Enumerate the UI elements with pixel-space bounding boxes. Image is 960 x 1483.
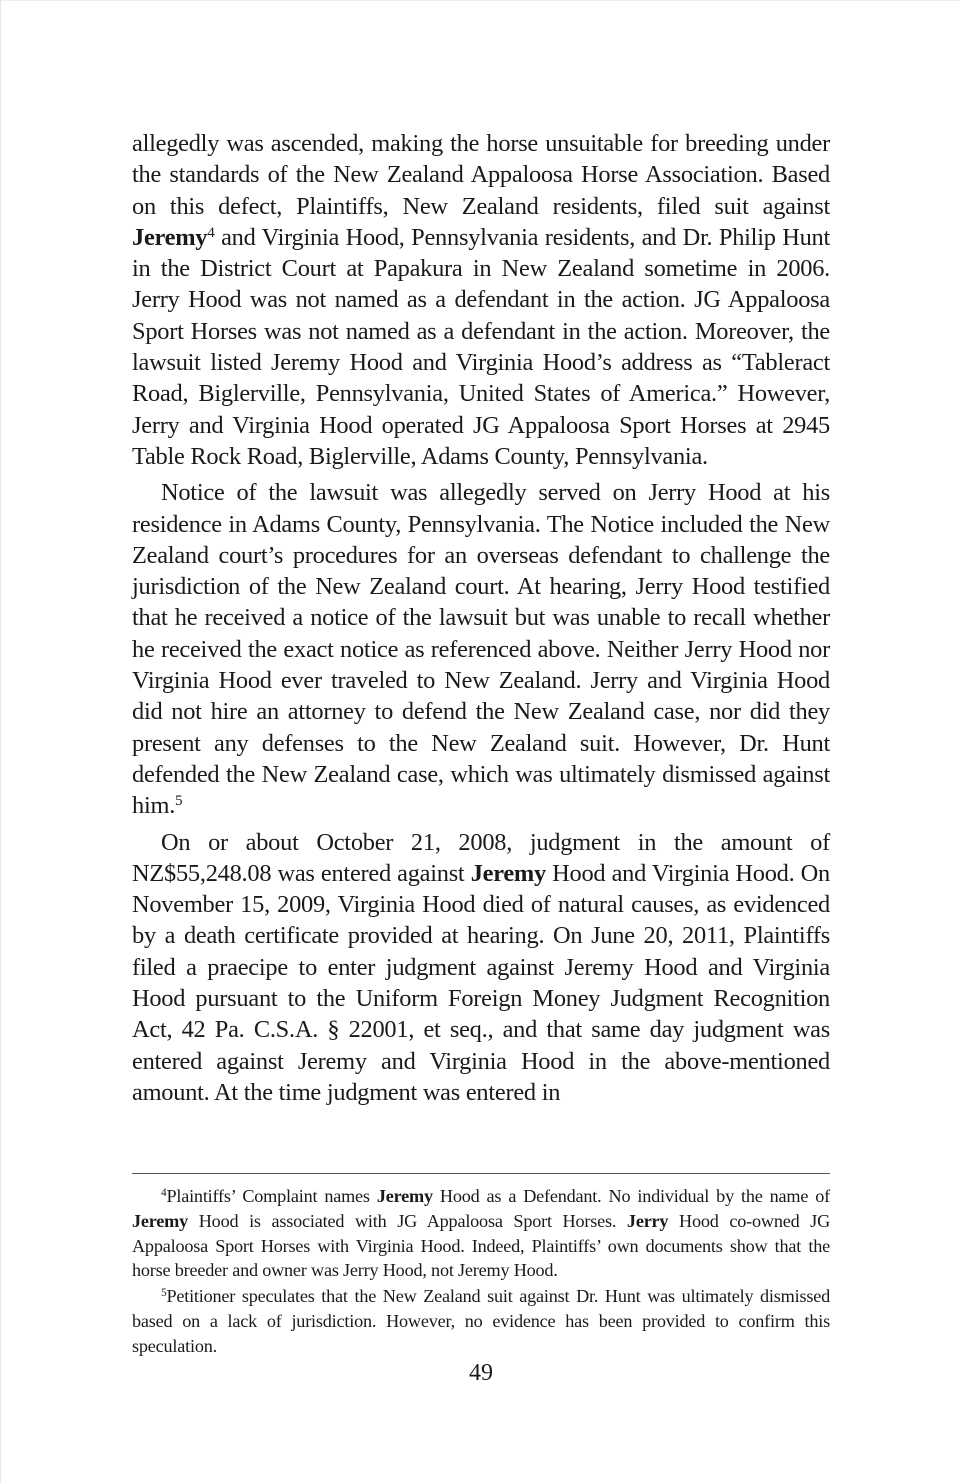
- footnote-ref-4: 4: [207, 224, 215, 241]
- bold-name: Jeremy: [376, 1186, 433, 1206]
- page-number: 49: [469, 1360, 493, 1386]
- run: Petitioner speculates that the New Zealand suit against Dr. Hunt was ultimately dismissed based on a lack of jurisdiction. However, no evidence has been provided to confirm this speculation.: [132, 1286, 830, 1356]
- footnote-ref-5: 5: [175, 792, 183, 809]
- run: allegedly was ascended, making the horse unsuitable for breeding under the standards of the New Zealand Appaloosa Horse Association. Based on this defect, Plaintiffs, New Zealand residents, filed suit against: [132, 130, 830, 220]
- body-text: [132, 128, 830, 1113]
- paragraph-2: [132, 477, 830, 821]
- paragraph-3: [132, 827, 830, 1109]
- bold-name: Jeremy: [132, 223, 208, 251]
- run: Notice of the lawsuit was allegedly served on Jerry Hood at his residence in Adams County, Pennsylvania. The Notice included the New Zealand court’s procedures for an overseas defendant to challenge the jurisdiction of the New Zealand court. At hearing, Jerry Hood testified that he received a notice of the lawsuit but was unable to recall whether he received the exact notice as referenced above. Neither Jerry Hood nor Virginia Hood ever traveled to New Zealand. Jerry and Virginia Hood did not hire an attorney to defend the New Zealand case, nor did they present any defenses to the New Zealand suit. However, Dr. Hunt defended the New Zealand case, which was ultimately dismissed against him.: [132, 479, 830, 820]
- run: Plaintiffs’ Complaint names: [166, 1186, 377, 1206]
- bold-name: Jeremy: [132, 1210, 189, 1231]
- footnote-5: [132, 1284, 830, 1358]
- run: On or about October 21, 2008, judgment in the amount of NZ$55,248.08 was entered against: [132, 828, 830, 887]
- footnote-separator: [132, 1173, 830, 1174]
- run: Hood as a Defendant. No individual by the name of: [432, 1186, 830, 1206]
- footnote-number: 5: [161, 1286, 167, 1299]
- footnote-number: 4: [161, 1186, 167, 1199]
- footnotes: [132, 1184, 830, 1360]
- run: Hood co-owned JG Appaloosa Sport Horses with Virginia Hood. Indeed, Plaintiffs’ own documents show that the horse breeder and owner was Jerry Hood, not Jeremy Hood.: [132, 1210, 830, 1281]
- footnote-4: [132, 1184, 830, 1283]
- paragraph-1: [132, 128, 830, 472]
- bold-name: Jeremy: [470, 859, 546, 887]
- run: Hood and Virginia Hood. On November 15, 2009, Virginia Hood died of natural causes, as evidenced by a death certificate provided at hearing. On June 20, 2011, Plaintiffs filed a praecipe to enter judgment against Jeremy Hood and Virginia Hood pursuant to the Uniform Foreign Money Judgment Recognition Act, 42 Pa. C.S.A. § 22001, et seq., and that same day judgment was entered against Jeremy and Virginia Hood in the above-mentioned amount. At the time judgment was entered in: [132, 859, 830, 1106]
- run: Hood is associated with JG Appaloosa Sport Horses.: [188, 1210, 627, 1231]
- bold-name: Jerry: [626, 1210, 669, 1231]
- run: and Virginia Hood, Pennsylvania residents, and Dr. Philip Hunt in the District Court at Papakura in New Zealand sometime in 2006. Jerry Hood was not named as a defendant in the action. JG Appaloosa Sport Horses was not named as a defendant in the action. Moreover, the lawsuit listed Jeremy Hood and Virginia Hood’s address as “Tableract Road, Biglerville, Pennsylvania, United States of America.” However, Jerry and Virginia Hood operated JG Appaloosa Sport Horses at 2945 Table Rock Road, Biglerville, Adams County, Pennsylvania.: [132, 223, 830, 470]
